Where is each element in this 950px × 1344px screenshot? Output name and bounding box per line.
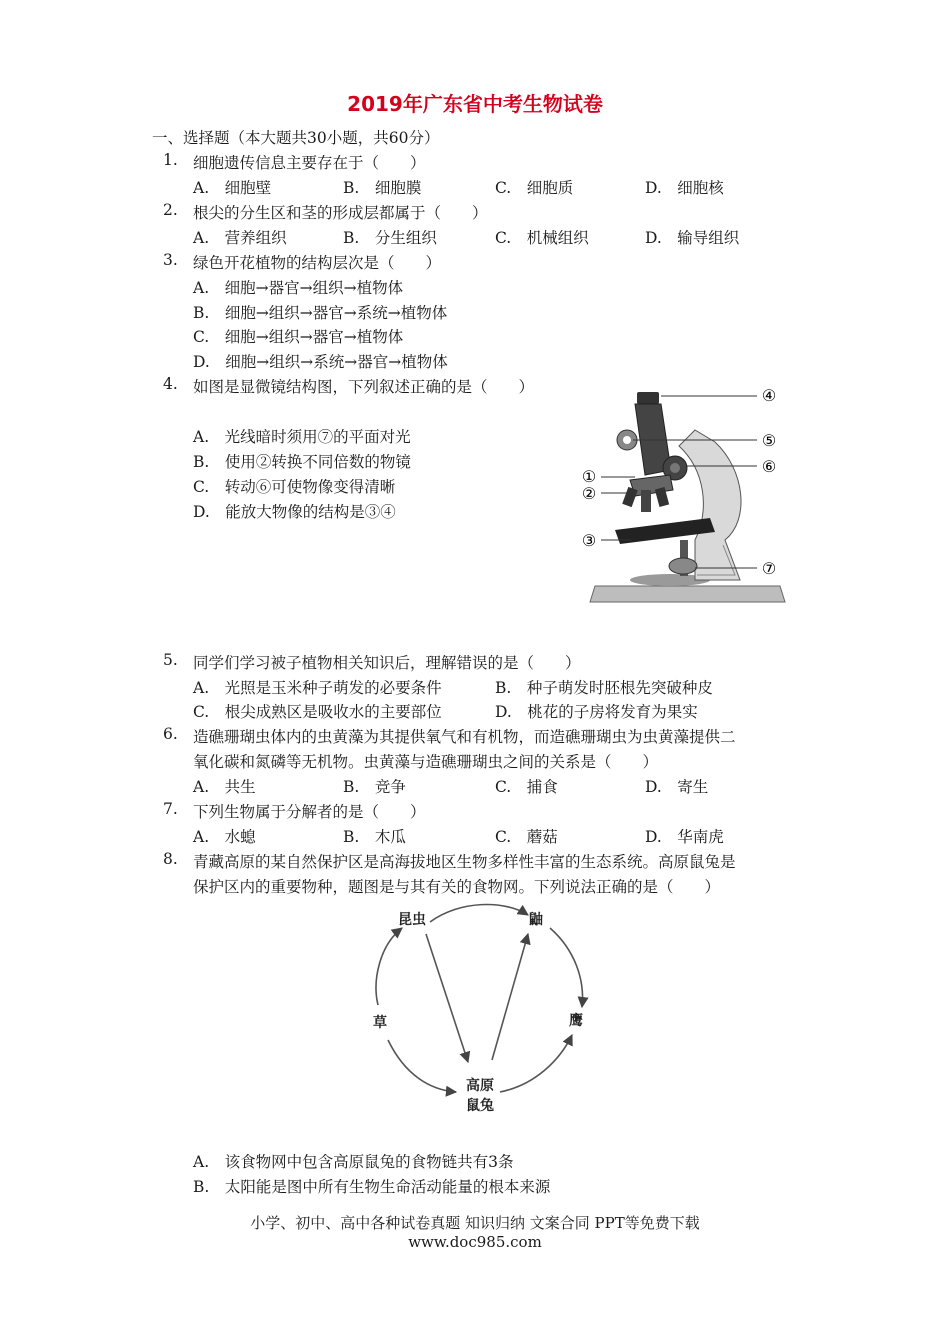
label-6: ⑥ <box>761 457 777 476</box>
arrow-pika-weasel <box>492 934 528 1060</box>
node-pika-line1: 高原 <box>466 1078 494 1094</box>
option: D. 细胞→组织→系统→器官→植物体 <box>193 353 448 371</box>
question-number: 1. <box>163 151 178 169</box>
question-number: 2. <box>163 201 178 219</box>
question-number: 7. <box>163 800 178 818</box>
question-number: 6. <box>163 725 178 743</box>
option: D. 细胞核 <box>645 179 724 197</box>
question-text-continued: 氧化碳和氮磷等无机物。虫黄藻与造礁珊瑚虫之间的关系是（ ） <box>193 753 659 771</box>
arrow-insect-weasel <box>430 905 528 922</box>
question-text: 下列生物属于分解者的是（ ） <box>193 803 426 821</box>
microscope-figure <box>575 380 795 606</box>
option: A. 水螅 <box>193 828 256 846</box>
question-number: 3. <box>163 251 178 269</box>
label-7: ⑦ <box>761 559 777 578</box>
footer-text: 小学、初中、高中各种试卷真题 知识归纳 文案合同 PPT等免费下载 <box>250 1214 700 1232</box>
option: A. 共生 <box>193 778 256 796</box>
footer-url: www.doc985.com <box>408 1233 542 1251</box>
section-heading: 一、选择题（本大题共30小题，共60分） <box>152 129 440 147</box>
option: A. 光照是玉米种子萌发的必要条件 <box>193 679 442 697</box>
label-2: ② <box>581 484 597 503</box>
option: B. 太阳能是图中所有生物生命活动能量的根本来源 <box>193 1178 551 1196</box>
option: C. 机械组织 <box>495 229 589 247</box>
question-text-continued: 保护区内的重要物种，题图是与其有关的食物网。下列说法正确的是（ ） <box>193 878 721 896</box>
arrow-pika-eagle <box>500 1035 572 1092</box>
option: C. 细胞质 <box>495 179 574 197</box>
option: C. 根尖成熟区是吸收水的主要部位 <box>193 703 442 721</box>
question-text: 如图是显微镜结构图，下列叙述正确的是（ ） <box>193 378 535 396</box>
option: C. 捕食 <box>495 778 558 796</box>
option: A. 细胞→器官→组织→植物体 <box>193 279 404 297</box>
arrow-grass-pika <box>388 1040 456 1092</box>
option: B. 木瓜 <box>343 828 406 846</box>
arrow-grass-insect <box>376 928 402 1005</box>
question-number: 4. <box>163 375 178 393</box>
option: C. 细胞→组织→器官→植物体 <box>193 328 404 346</box>
question-text: 同学们学习被子植物相关知识后，理解错误的是（ ） <box>193 654 581 672</box>
option: C. 转动⑥可使物像变得清晰 <box>193 478 396 496</box>
question-number: 5. <box>163 651 178 669</box>
option: A. 该食物网中包含高原鼠兔的食物链共有3条 <box>193 1153 514 1171</box>
node-pika-line2: 鼠兔 <box>466 1098 494 1114</box>
option: D. 输导组织 <box>645 229 740 247</box>
label-1: ① <box>581 467 597 486</box>
question-text: 细胞遗传信息主要存在于（ ） <box>193 154 426 172</box>
arrow-insect-pika <box>426 934 468 1062</box>
option: B. 竞争 <box>343 778 406 796</box>
option: B. 分生组织 <box>343 229 437 247</box>
question-number: 8. <box>163 850 178 868</box>
node-insect: 昆虫 <box>398 912 426 928</box>
question-text: 造礁珊瑚虫体内的虫黄藻为其提供氧气和有机物，而造礁珊瑚虫为虫黄藻提供二 <box>193 728 736 746</box>
label-4: ④ <box>761 386 777 405</box>
option: B. 种子萌发时胚根先突破种皮 <box>495 679 713 697</box>
option: D. 寄生 <box>645 778 709 796</box>
page-title: 2019年广东省中考生物试卷 <box>347 92 603 116</box>
option: A. 营养组织 <box>193 229 287 247</box>
question-text: 绿色开花植物的结构层次是（ ） <box>193 254 442 272</box>
option: A. 光线暗时须用⑦的平面对光 <box>193 428 411 446</box>
node-eagle: 鹰 <box>569 1013 583 1029</box>
label-3: ③ <box>581 531 597 550</box>
food-web-diagram <box>360 900 600 1125</box>
option: D. 能放大物像的结构是③④ <box>193 503 396 521</box>
question-text: 根尖的分生区和茎的形成层都属于（ ） <box>193 204 488 222</box>
option: B. 使用②转换不同倍数的物镜 <box>193 453 411 471</box>
node-weasel: 鼬 <box>529 912 543 928</box>
question-text: 青藏高原的某自然保护区是高海拔地区生物多样性丰富的生态系统。高原鼠兔是 <box>193 853 736 871</box>
node-grass: 草 <box>373 1015 387 1031</box>
option: D. 华南虎 <box>645 828 724 846</box>
arrow-weasel-eagle <box>550 928 583 1007</box>
option: B. 细胞→组织→器官→系统→植物体 <box>193 304 448 322</box>
option: D. 桃花的子房将发育为果实 <box>495 703 698 721</box>
option: A. 细胞壁 <box>193 179 272 197</box>
label-5: ⑤ <box>761 431 777 450</box>
option: B. 细胞膜 <box>343 179 422 197</box>
option: C. 蘑菇 <box>495 828 558 846</box>
